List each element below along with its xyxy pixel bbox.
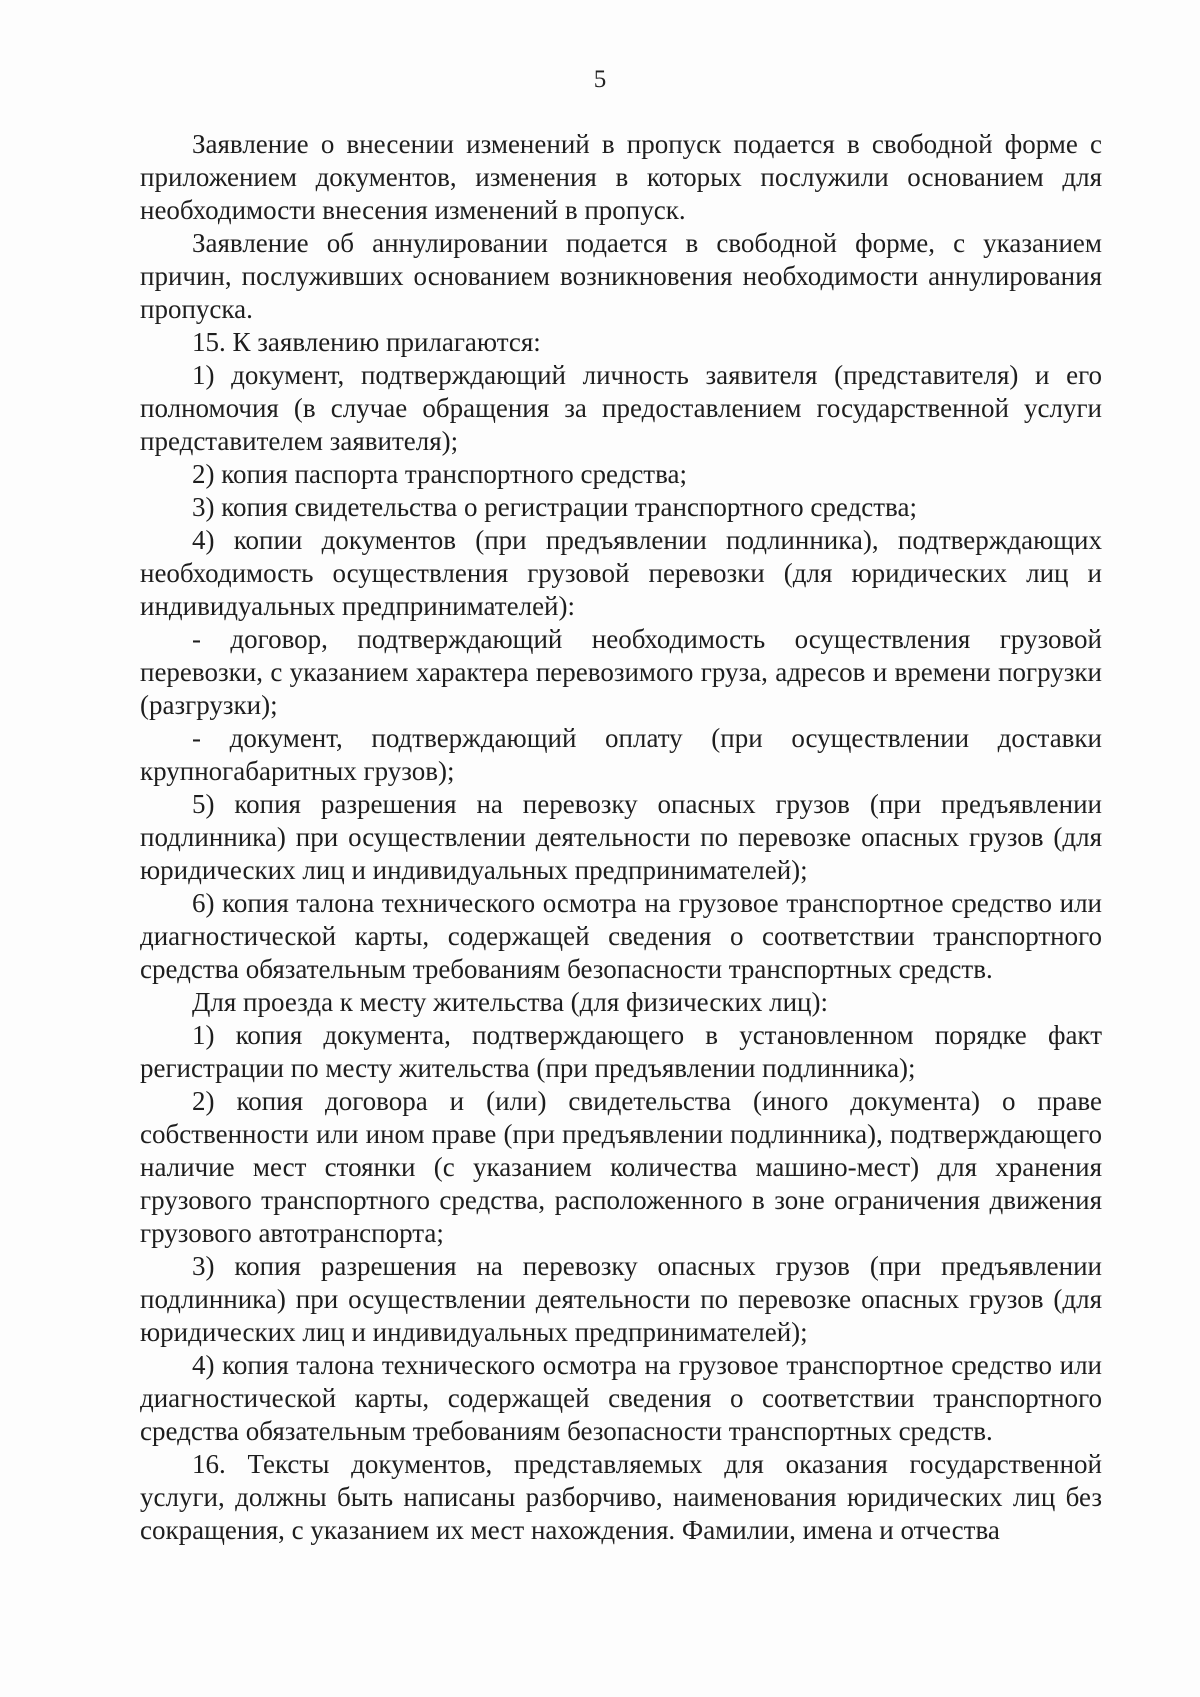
list-item-parking-ownership: 2) копия договора и (или) свидетельства (иного документа) о праве собственности или ином праве (при предъявлении подлинника), подтверждающего наличие мест стоянки (с указанием количества машино-мест) для хранения грузового транспортного средства, расположенного в зоне ограничения движения грузового автотранспорта; — [140, 1086, 1102, 1248]
paragraph-section-16: 16. Тексты документов, представляемых для оказания государственной услуги, должны быть написаны разборчиво, наименования юридических лиц без сокращения, с указанием их мест нахождения. Фамилии, имена и отчества — [140, 1449, 1102, 1545]
list-item-registration-certificate: 3) копия свидетельства о регистрации транспортного средства; — [192, 492, 917, 522]
paragraph-residence-access: Для проезда к месту жительства (для физических лиц): — [192, 987, 829, 1017]
list-item-identity-document: 1) документ, подтверждающий личность заявителя (представителя) и его полномочия (в случае обращения за предоставлением государственной услуги представителем заявителя); — [140, 360, 1102, 456]
paragraph-section-15: 15. К заявлению прилагаются: — [192, 327, 541, 357]
list-item-cargo-documents: 4) копии документов (при предъявлении подлинника), подтверждающих необходимость осуществления грузовой перевозки (для юридических лиц и индивидуальных предпринимателей): — [140, 525, 1102, 621]
page-number: 5 — [593, 66, 607, 93]
list-item-residence-registration: 1) копия документа, подтверждающего в установленном порядке факт регистрации по месту жительства (при предъявлении подлинника); — [140, 1020, 1102, 1083]
paragraph-cancel-application: Заявление об аннулировании подается в свободной форме, с указанием причин, послуживших основанием возникновения необходимости аннулирования пропуска. — [140, 228, 1102, 324]
list-item-inspection-ticket-2: 4) копия талона технического осмотра на грузовое транспортное средство или диагностической карты, содержащей сведения о соответствии транспортного средства обязательным требованиям безопасности транспортных средств. — [140, 1350, 1102, 1446]
sub-item-payment: - документ, подтверждающий оплату (при осуществлении доставки крупногабаритных грузов); — [140, 723, 1102, 786]
list-item-dangerous-goods-permit-2: 3) копия разрешения на перевозку опасных грузов (при предъявлении подлинника) при осуществлении деятельности по перевозке опасных грузов (для юридических лиц и индивидуальных предпринимателей); — [140, 1251, 1102, 1347]
list-item-inspection-ticket: 6) копия талона технического осмотра на грузовое транспортное средство или диагностической карты, содержащей сведения о соответствии транспортного средства обязательным требованиям безопасности транспортных средств. — [140, 888, 1102, 984]
paragraph-change-application: Заявление о внесении изменений в пропуск подается в свободной форме с приложением документов, изменения в которых послужили основанием для необходимости внесения изменений в пропуск. — [140, 129, 1102, 225]
sub-item-contract: - договор, подтверждающий необходимость осуществления грузовой перевозки, с указанием характера перевозимого груза, адресов и времени погрузки (разгрузки); — [140, 624, 1102, 720]
list-item-vehicle-passport: 2) копия паспорта транспортного средства; — [192, 459, 687, 489]
list-item-dangerous-goods-permit: 5) копия разрешения на перевозку опасных грузов (при предъявлении подлинника) при осуществлении деятельности по перевозке опасных грузов (для юридических лиц и индивидуальных предпринимателей); — [140, 789, 1102, 885]
document-body — [140, 128, 1102, 1547]
